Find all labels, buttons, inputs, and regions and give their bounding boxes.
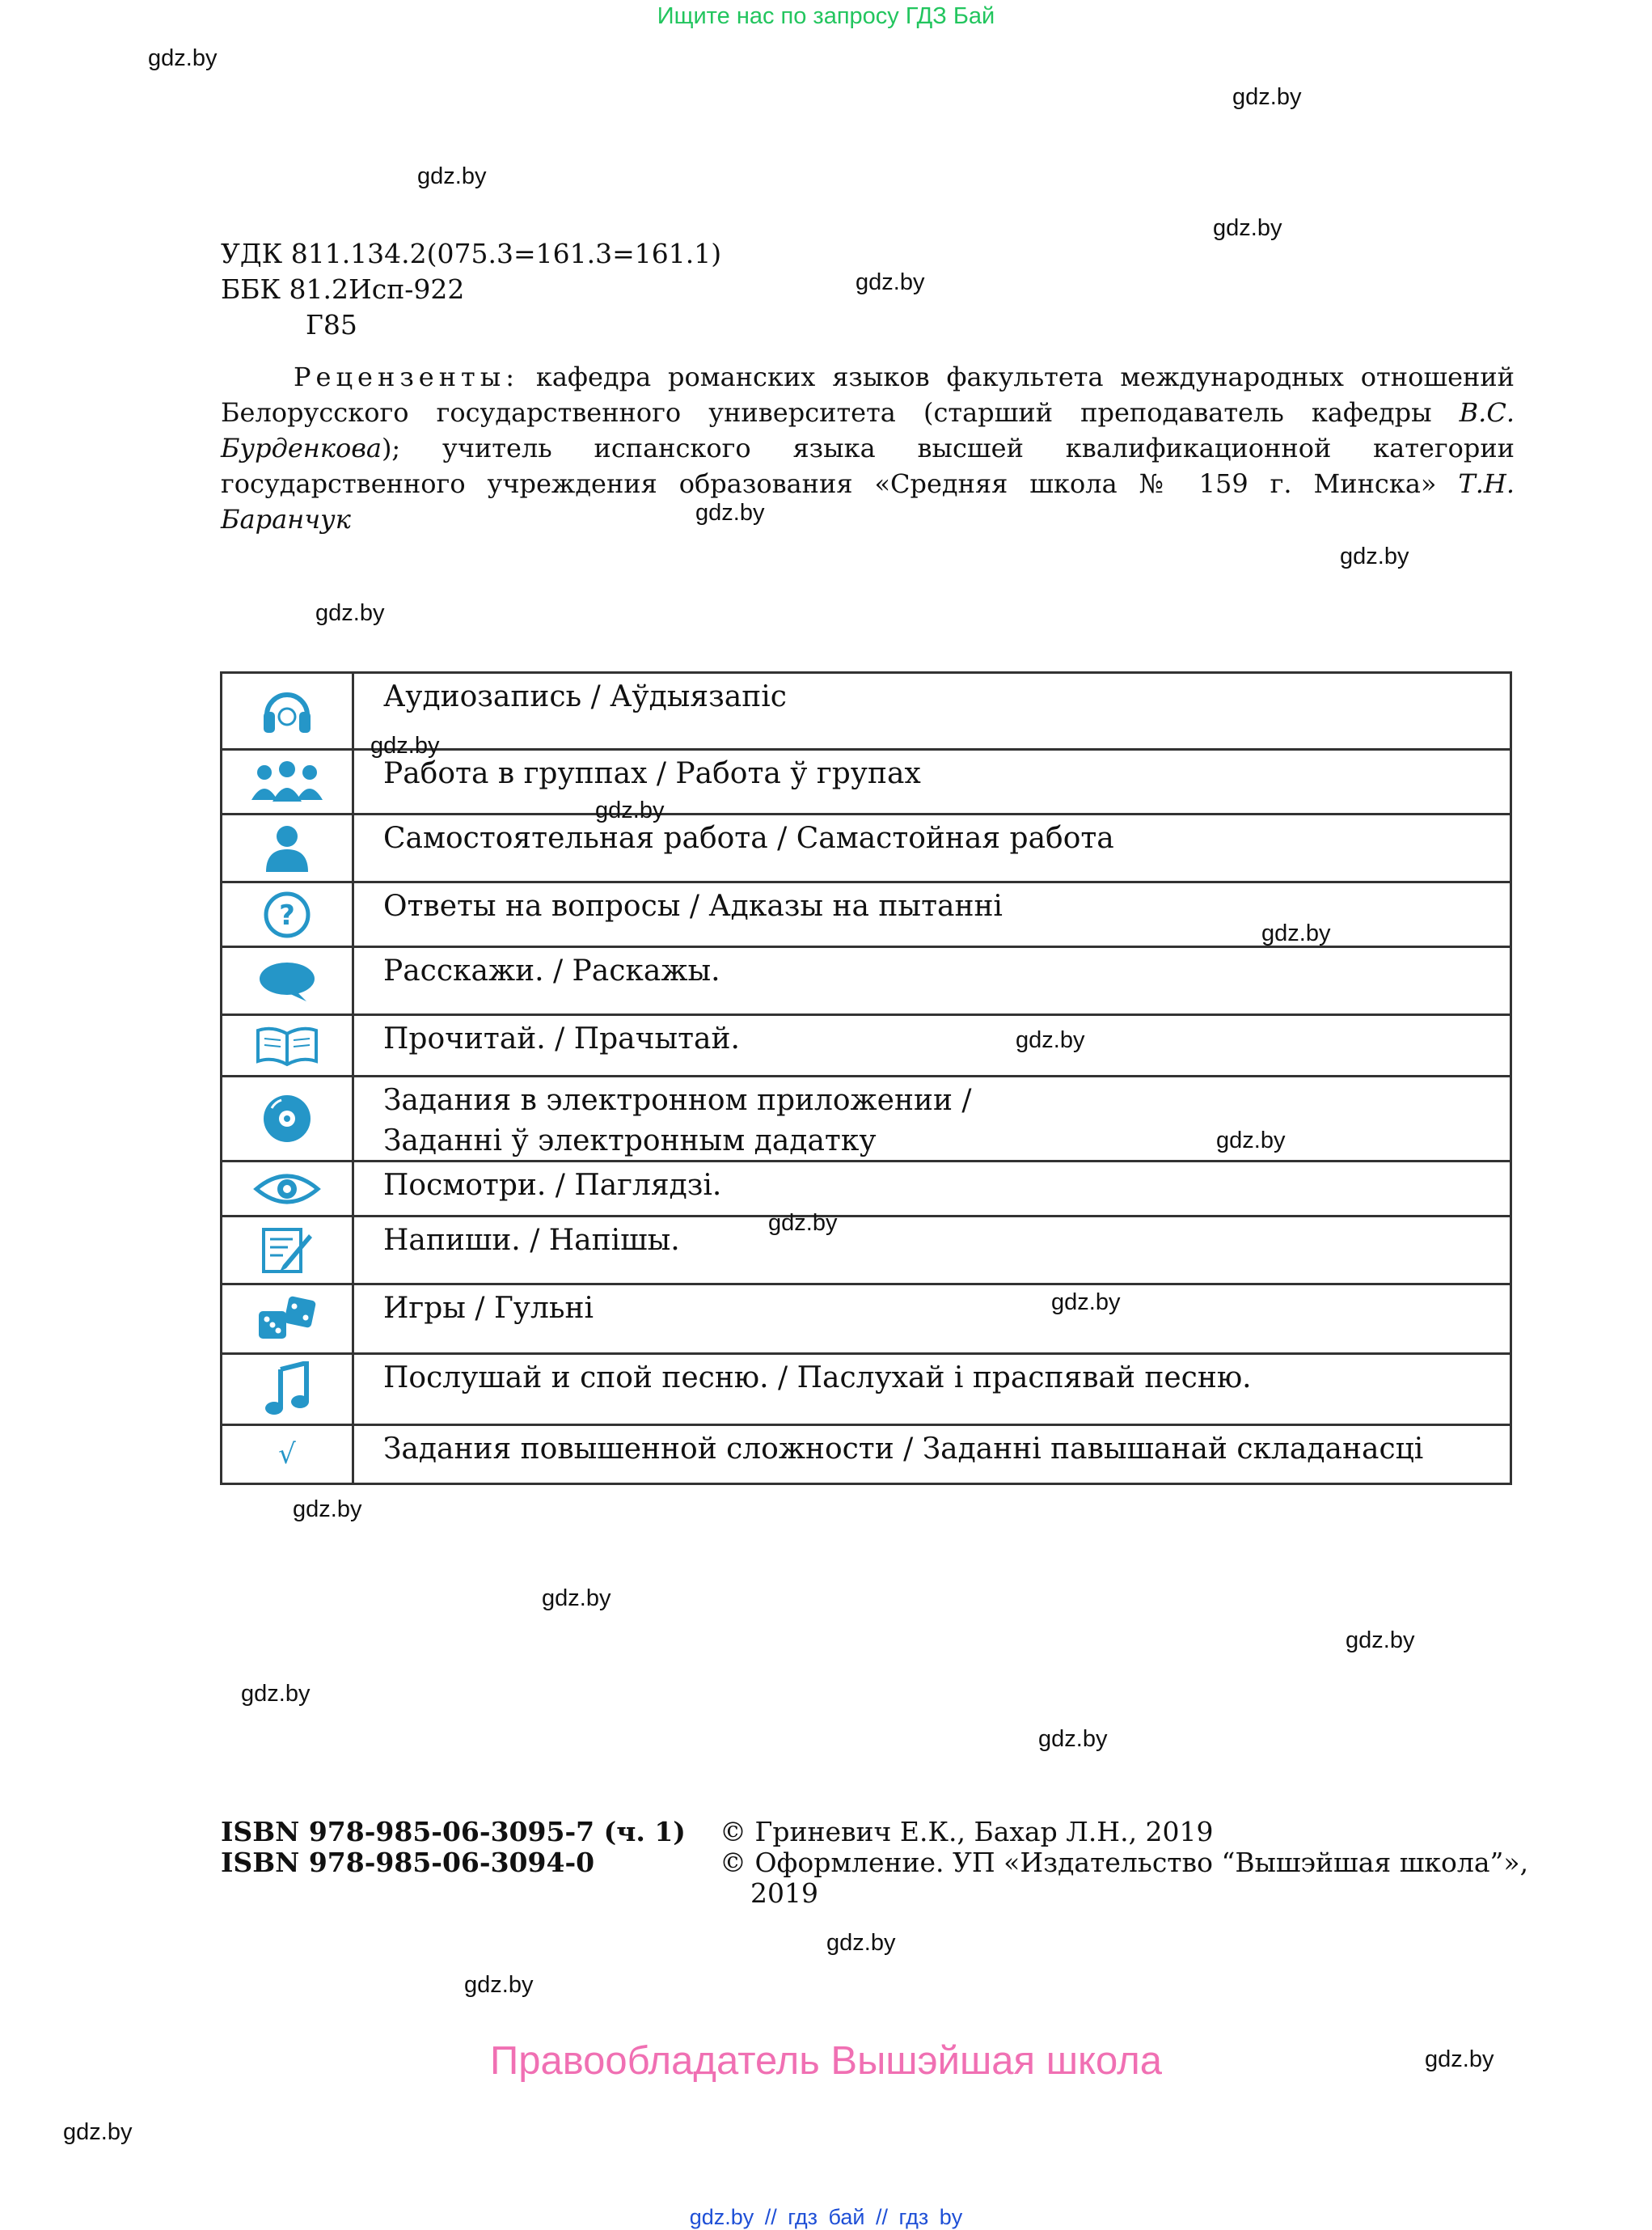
- reviewers-text: кафедра романских языков факультета международных отношений Белорусского государственного университета (старший преподаватель кафедры: [221, 362, 1515, 428]
- legend-label-line: Заданні ў электронным дадатку: [383, 1124, 877, 1157]
- pen-note-icon: [222, 1217, 354, 1283]
- legend-label: Ответы на вопросы / Адказы на пытанні: [383, 890, 1003, 923]
- watermark: gdz.by: [315, 600, 385, 626]
- watermark: gdz.by: [1213, 215, 1282, 241]
- watermark: gdz.by: [1016, 1027, 1085, 1053]
- watermark: gdz.by: [768, 1210, 838, 1236]
- legend-label: Аудиозапись / Аўдыязапіс: [383, 680, 787, 713]
- watermark: gdz.by: [241, 1681, 311, 1707]
- legend-row: [222, 1426, 1510, 1483]
- watermark: gdz.by: [370, 733, 440, 759]
- legend-label: Расскажи. / Раскажы.: [383, 954, 720, 988]
- legend-row: [222, 1077, 1510, 1162]
- legend-label: Работа в группах / Работа ў групах: [383, 757, 921, 790]
- watermark: gdz.by: [417, 163, 487, 189]
- icon-legend-table: [220, 671, 1512, 1485]
- bbk-code: ББК 81.2Исп-922: [221, 273, 465, 305]
- legend-label: Самостоятельная работа / Самастойная работа: [383, 822, 1114, 855]
- copyright-line: © Гриневич Е.К., Бахар Л.Н., 2019: [720, 1816, 1214, 1847]
- watermark: gdz.by: [1216, 1128, 1286, 1153]
- watermark: gdz.by: [1340, 544, 1409, 569]
- isbn-line: ISBN 978-985-06-3095-7 (ч. 1): [221, 1816, 686, 1847]
- legend-row: [222, 751, 1510, 815]
- legend-label: Задания повышенной сложности / Заданні павышанай складанасці: [383, 1432, 1424, 1466]
- legend-label: [354, 1077, 1510, 1160]
- watermark: gdz.by: [1261, 920, 1331, 946]
- dice-icon: [222, 1285, 354, 1352]
- watermark: gdz.by: [293, 1496, 362, 1522]
- rights-holder-notice: Правообладатель Вышэйшая школа: [489, 2039, 1163, 2083]
- reviewer-name: В.С. Бурденкова: [221, 397, 1515, 463]
- watermark: gdz.by: [464, 1972, 534, 1998]
- speech-bubble-icon: [222, 948, 354, 1013]
- open-book-icon: [222, 1016, 354, 1075]
- svg-text:?: ?: [279, 899, 295, 932]
- legend-row: [222, 1016, 1510, 1077]
- legend-row: [222, 815, 1510, 883]
- music-note-icon: [222, 1355, 354, 1424]
- legend-row: [222, 1162, 1510, 1217]
- isbn-line: ISBN 978-985-06-3094-0: [221, 1847, 595, 1878]
- legend-label: Посмотри. / Паглядзі.: [383, 1169, 722, 1202]
- watermark: gdz.by: [856, 269, 925, 295]
- legend-row: [222, 948, 1510, 1016]
- group-icon: [222, 751, 354, 813]
- footer-links[interactable]: gdz.by // гдз бай // гдз by: [689, 2205, 963, 2229]
- copyright-line: © Оформление. УП «Издательство “Вышэйшая школа”»,: [720, 1847, 1529, 1878]
- watermark: gdz.by: [1038, 1726, 1108, 1752]
- headphones-icon: [222, 674, 354, 748]
- legend-row: [222, 1355, 1510, 1426]
- eye-icon: [222, 1162, 354, 1215]
- legend-label: Прочитай. / Прачытай.: [383, 1022, 740, 1056]
- question-icon: [222, 883, 354, 946]
- watermark: gdz.by: [63, 2119, 133, 2145]
- reviewers-text: ); учитель испанского языка высшей квалификационной категории государственного учреждения образования «Средняя школа № 159 г. Минска»: [221, 433, 1515, 499]
- disc-icon: [222, 1077, 354, 1160]
- legend-label-line: Задания в электронном приложении /: [383, 1084, 972, 1117]
- watermark: gdz.by: [1051, 1289, 1121, 1315]
- udk-code: УДК 811.134.2(075.3=161.3=161.1): [221, 238, 722, 269]
- search-banner: Ищите нас по запросу ГДЗ Бай: [657, 3, 995, 29]
- legend-label: Послушай и спой песню. / Паслухай і праспявай песню.: [383, 1361, 1252, 1394]
- author-mark: Г85: [306, 309, 357, 341]
- watermark: gdz.by: [826, 1930, 896, 1956]
- reviewers-label: Рецензенты:: [294, 362, 519, 392]
- watermark: gdz.by: [148, 45, 218, 71]
- reviewer-name: Т.Н. Баранчук: [221, 468, 1515, 535]
- copyright-line: 2019: [750, 1877, 818, 1909]
- reviewers-paragraph: [221, 359, 1515, 537]
- check-root-icon: √: [278, 1438, 296, 1470]
- legend-label: Напиши. / Напішы.: [383, 1224, 680, 1257]
- watermark: gdz.by: [695, 500, 765, 526]
- legend-row: [222, 1285, 1510, 1355]
- legend-label: Игры / Гульні: [383, 1292, 594, 1325]
- watermark: gdz.by: [1346, 1627, 1415, 1653]
- person-icon: [222, 815, 354, 881]
- watermark: gdz.by: [1232, 84, 1302, 110]
- legend-row: [222, 1217, 1510, 1285]
- watermark: gdz.by: [542, 1585, 611, 1611]
- watermark: gdz.by: [595, 798, 665, 823]
- watermark: gdz.by: [1425, 2046, 1494, 2072]
